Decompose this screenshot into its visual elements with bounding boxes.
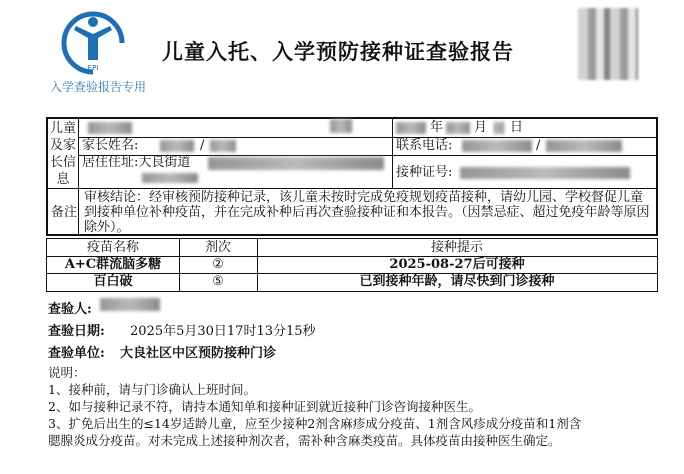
page-title: 儿童入托、入学预防接种证查验报告 [162,40,514,64]
remark-label: 备注 [50,205,77,220]
divider [392,119,393,188]
note-item-1: 1、接种前，请与门诊确认上班时间。 [48,382,256,397]
date-year-suffix: 年 [430,120,444,135]
notes-title: 说明： [48,365,86,380]
phone-label: 联系电话: [396,138,453,153]
inspect-date-label: 查验日期: [48,324,105,339]
epi-logo [58,8,128,78]
child-info-table [46,117,658,236]
vaccine-row-1-hint: 2025-08-27后可接种 [389,257,525,272]
address-label: 居住住址:大良街道 [82,155,191,170]
inspector-label: 查验人: [48,302,92,317]
inspect-unit-label: 查验单位: [48,346,105,361]
vaccine-row-1-dose: ② [212,257,224,272]
logo-text: EPI [87,64,99,72]
date-month-suffix: 月 [474,120,488,135]
date-day-suffix: 日 [510,120,524,135]
vaccine-row-2-dose: ⑤ [212,274,224,289]
logo-caption: 入学查验报告专用 [49,80,146,94]
header-hint: 接种提示 [430,240,483,255]
header-vaccine-name: 疫苗名称 [86,240,139,255]
vaccine-row-2-hint: 已到接种年龄，请尽快到门诊接种 [359,274,555,289]
divider [48,188,658,189]
vaccine-row-2-name: 百白破 [93,274,133,289]
inspect-date-value: 2025年5月30日17时13分15秒 [130,324,316,339]
phone-separator: / [536,138,541,153]
note-item-2: 2、如与接种记录不符，请持本通知单和接种证到就近接种门诊咨询接种医生。 [48,399,481,414]
note-item-3: 3、扩免后出生的≤14岁适龄儿童，应至少接种2剂含麻疹成分疫苗、1剂含风疹成分疫苗和1剂含 [48,416,582,431]
divider [78,137,658,138]
remark-text: 审核结论：经审核预防接种记录，该儿童未按时完成免疫规划疫苗接种，请幼儿园、学校督促儿童到接种单位补种疫苗，并在完成补种后再次查验接种证和本报告。（因禁忌症、超过免疫年龄等原因除外）。 [84,190,650,235]
child-parent-label: 儿童及家长信息 [50,121,77,187]
parent-name-label: 家长姓名: [82,138,139,153]
vaccine-table [46,238,658,292]
qr-code-redacted [578,8,638,80]
inspect-unit-value: 大良社区中区预防接种门诊 [120,346,277,361]
divider [78,188,79,234]
note-item-3-cont: 腮腺炎成分疫苗。对未完成上述接种剂次者，需补种含麻类疫苗。具体疫苗由接种医生确定。 [48,433,561,448]
parent-separator: / [200,138,205,153]
header-dose: 剂次 [204,240,231,255]
vaccine-row-1-name: A+C群流脑多糖 [64,257,162,272]
cert-number-label: 接种证号: [396,165,453,180]
